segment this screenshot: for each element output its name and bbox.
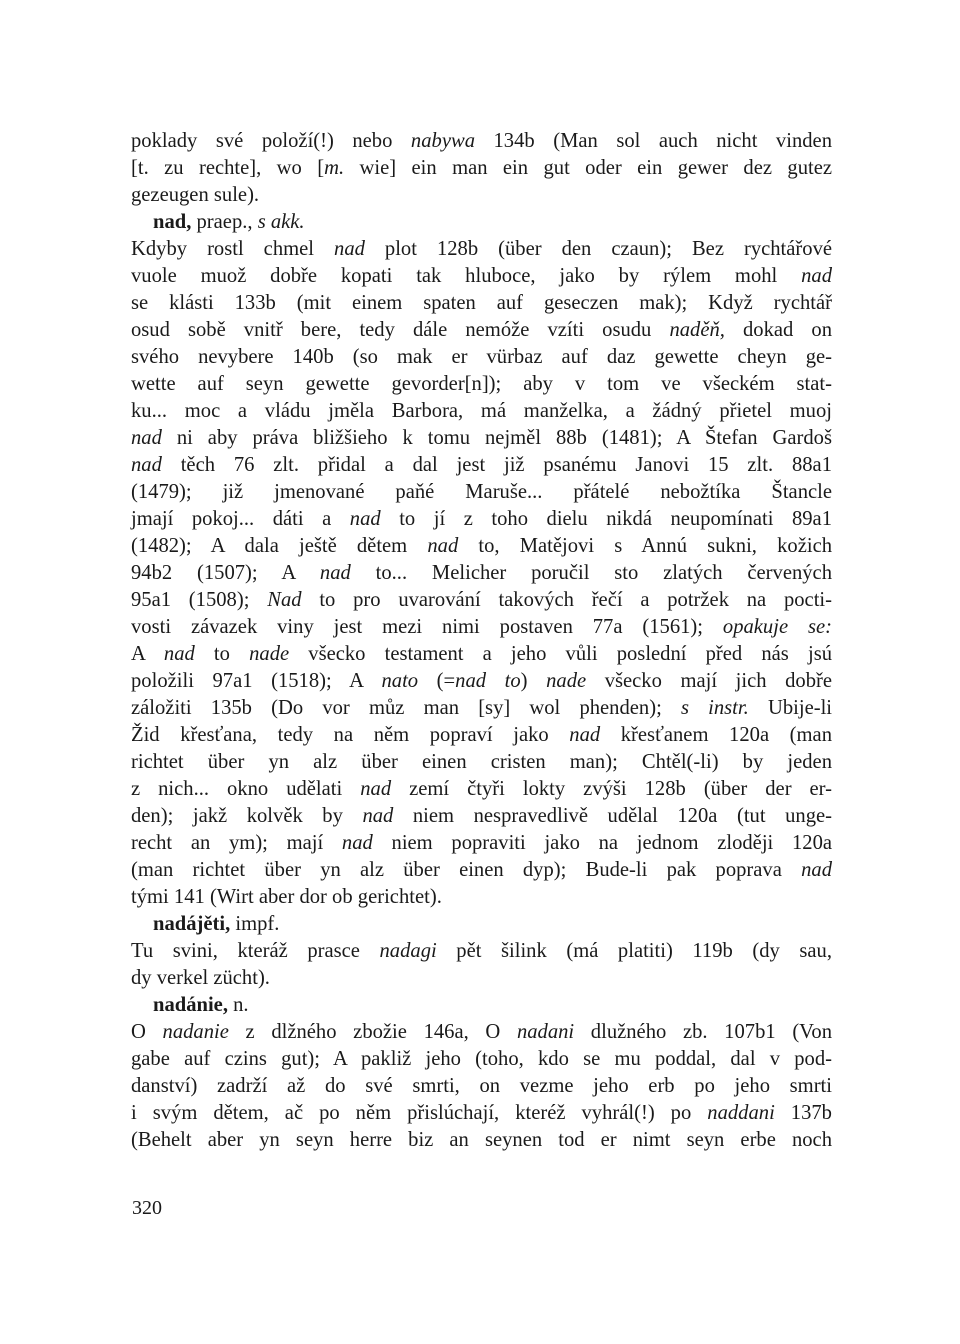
text-line: [131, 236, 832, 263]
italic-term: naddani: [707, 1102, 775, 1124]
text-segment: to jí z toho dielu nikdá neupomínati 89a1: [380, 508, 832, 530]
text-line: [131, 209, 832, 236]
text-segment: gabe auf czins gut); A pakliž jeho (toho, kdo se mu poddal, dal v pod-: [131, 1048, 832, 1070]
text-segment: to, Matějovi s Annú sukni, kožich: [458, 535, 833, 557]
text-segment: gezeugen sule).: [131, 184, 260, 206]
text-segment: dy verkel zücht).: [131, 967, 270, 989]
text-segment: ): [520, 670, 547, 692]
text-line: [131, 425, 832, 452]
text-line: [131, 938, 832, 965]
text-segment: křesťanem 120a (man: [600, 724, 832, 746]
text-segment: praep.,: [191, 211, 258, 233]
text-segment: wie] ein man ein gut oder ein gewer dez gutez: [344, 157, 833, 179]
text-line: [131, 992, 832, 1019]
text-segment: všecko mají jich dobře: [586, 670, 833, 692]
text-segment: 94b2 (1507); A: [131, 562, 320, 584]
text-line: [131, 1127, 832, 1154]
text-line: [131, 668, 832, 695]
headword: nadájěti,: [153, 913, 231, 935]
text-segment: 137b: [774, 1102, 832, 1124]
italic-term: nad: [801, 265, 832, 287]
italic-term: s instr.: [680, 697, 749, 719]
text-line: [131, 533, 832, 560]
text-segment: (Behelt aber yn seyn herre biz an seynen tod er nimt seyn erbe noch: [131, 1129, 832, 1151]
text-line: [131, 749, 832, 776]
text-line: [131, 155, 832, 182]
text-line: [131, 290, 832, 317]
italic-term: nadanie: [162, 1021, 229, 1043]
text-line: [131, 803, 832, 830]
italic-term: nad: [131, 427, 162, 449]
text-line: [131, 695, 832, 722]
italic-term: nad: [131, 454, 162, 476]
text-segment: z dlžného zbožie 146a, O: [228, 1021, 517, 1043]
italic-term: nad: [341, 832, 373, 854]
text-segment: richtet über yn alz über einen cristen man); Chtěl(-li) by jeden: [131, 751, 832, 773]
page-number: 320: [132, 1197, 162, 1219]
text-segment: poklady své položí(!) nebo: [131, 130, 411, 152]
text-segment: n.: [227, 994, 249, 1016]
italic-term: nad: [427, 535, 459, 557]
text-segment: všecko testament a jeho vůli poslední před nás jsú: [289, 643, 832, 665]
text-segment: to: [194, 643, 250, 665]
italic-term: nad: [801, 859, 832, 881]
text-segment: těch 76 zlt. přidal a dal jest již psanému Janovi 15 zlt. 88a1: [161, 454, 832, 476]
text-segment: (1479); již jmenované paňé Maruše... přátelé nebožtíka Štancle: [131, 481, 832, 503]
text-segment: den); jakž kolvěk by: [131, 805, 363, 827]
text-line: [131, 479, 832, 506]
italic-term: nabywa: [410, 130, 475, 152]
text-segment: impf.: [230, 913, 280, 935]
italic-term: nad: [319, 562, 351, 584]
text-segment: záložiti 135b (Do vor můz man [sy] wol phenden);: [131, 697, 681, 719]
text-segment: to pro uvarování takových řečí a potržek na pocti-: [301, 589, 832, 611]
text-segment: O: [131, 1021, 163, 1043]
text-segment: recht an ym); mají: [131, 832, 342, 854]
text-segment: tými 141 (Wirt aber dor ob gerichtet).: [131, 886, 442, 908]
italic-term: nad: [349, 508, 381, 530]
text-segment: zemí čtyři lokty zvýši 128b (über der er-: [391, 778, 832, 800]
italic-term: nade: [249, 643, 290, 665]
text-line: [131, 830, 832, 857]
text-segment: pět šilink (má platiti) 119b (dy sau,: [436, 940, 832, 962]
text-line: [131, 722, 832, 749]
text-line: [131, 965, 832, 992]
text-segment: ni aby práva bližšieho k tomu nejměl 88b (1481); A Štefan Gardoš: [161, 427, 832, 449]
text-segment: Žid křesťana, tedy na něm popraví jako: [131, 724, 570, 746]
text-line: [131, 884, 832, 911]
text-line: [131, 452, 832, 479]
text-segment: [t. zu rechte], wo [: [131, 157, 325, 179]
italic-term: Nad: [267, 589, 302, 611]
text-segment: (=: [418, 670, 456, 692]
italic-term: naděň,: [669, 319, 725, 341]
text-line: [131, 1046, 832, 1073]
text-segment: vuole muož dobře kopati tak hluboce, jako by rýlem mohl: [131, 265, 802, 287]
text-segment: se klásti 133b (mit einem spaten auf geseczen mak); Když rychtář: [131, 292, 832, 314]
text-line: [131, 587, 832, 614]
italic-term: nad: [163, 643, 195, 665]
italic-term: opakuje se:: [722, 616, 832, 638]
text-line: [131, 857, 832, 884]
text-segment: niem nespravedlivě udělal 120a (tut unge-: [393, 805, 832, 827]
text-line: [131, 371, 832, 398]
text-line: [131, 263, 832, 290]
text-line: [131, 776, 832, 803]
text-segment: (1482); A dala ještě dětem: [131, 535, 428, 557]
italic-term: nade: [546, 670, 587, 692]
text-line: [131, 641, 832, 668]
text-line: [131, 1100, 832, 1127]
text-segment: Ubije-li: [748, 697, 833, 719]
entry-text-block: [131, 128, 832, 1154]
text-segment: svého nevybere 140b (so mak er vürbaz auf daz gewette cheyn ge-: [131, 346, 832, 368]
text-segment: wette auf seyn gewette gevorder[n]); aby v tom ve všeckém stat-: [131, 373, 832, 395]
italic-term: nad: [360, 778, 392, 800]
text-segment: 95a1 (1508);: [131, 589, 268, 611]
text-segment: Tu svini, kteráž prasce: [131, 940, 380, 962]
text-line: [131, 1073, 832, 1100]
italic-term: s akk.: [257, 211, 305, 233]
italic-term: m.: [324, 157, 345, 179]
text-segment: jmají pokoj... dáti a: [131, 508, 350, 530]
italic-term: nad to: [455, 670, 521, 692]
italic-term: nad: [334, 238, 365, 260]
text-segment: plot 128b (über den czaun); Bez rychtářové: [364, 238, 833, 260]
text-segment: Kdyby rostl chmel: [131, 238, 335, 260]
italic-term: nad: [569, 724, 601, 746]
text-segment: dlužného zb. 107b1 (Von: [574, 1021, 832, 1043]
text-segment: to... Melicher poručil sto zlatých červených: [350, 562, 832, 584]
text-segment: vosti závazek viny jest mezi nimi postaven 77a (1561);: [131, 616, 723, 638]
text-segment: z nich... okno udělati: [131, 778, 361, 800]
text-line: [131, 182, 832, 209]
text-segment: i svým dětem, ač po něm přislúchají, kteréž vyhrál(!) po: [131, 1102, 708, 1124]
text-segment: položili 97a1 (1518); A: [131, 670, 382, 692]
text-segment: niem popraviti jako na jednom zloději 120a: [372, 832, 833, 854]
text-segment: osud sobě vnitř bere, tedy dále nemóže vzíti osudu: [131, 319, 670, 341]
text-line: [131, 911, 832, 938]
italic-term: nadani: [516, 1021, 575, 1043]
italic-term: nadagi: [379, 940, 437, 962]
headword: nad,: [153, 211, 192, 233]
text-line: [131, 398, 832, 425]
text-line: [131, 506, 832, 533]
headword: nadánie,: [153, 994, 228, 1016]
text-segment: 134b (Man sol auch nicht vinden: [475, 130, 832, 152]
text-line: [131, 128, 832, 155]
text-segment: ku... moc a vládu jměla Barbora, má manželka, a žádný přietel muoj: [131, 400, 832, 422]
text-segment: dokad on: [724, 319, 833, 341]
text-line: [131, 1019, 832, 1046]
text-segment: (man richtet über yn alz über einen dyp); Bude-li pak poprava: [131, 859, 802, 881]
italic-term: nato: [381, 670, 419, 692]
text-line: [131, 317, 832, 344]
text-line: [131, 560, 832, 587]
text-line: [131, 614, 832, 641]
text-segment: danství) zadrží až do své smrti, on vezme jeho erb po jeho smrti: [131, 1075, 832, 1097]
text-line: [131, 344, 832, 371]
italic-term: nad: [362, 805, 394, 827]
text-segment: A: [131, 643, 164, 665]
